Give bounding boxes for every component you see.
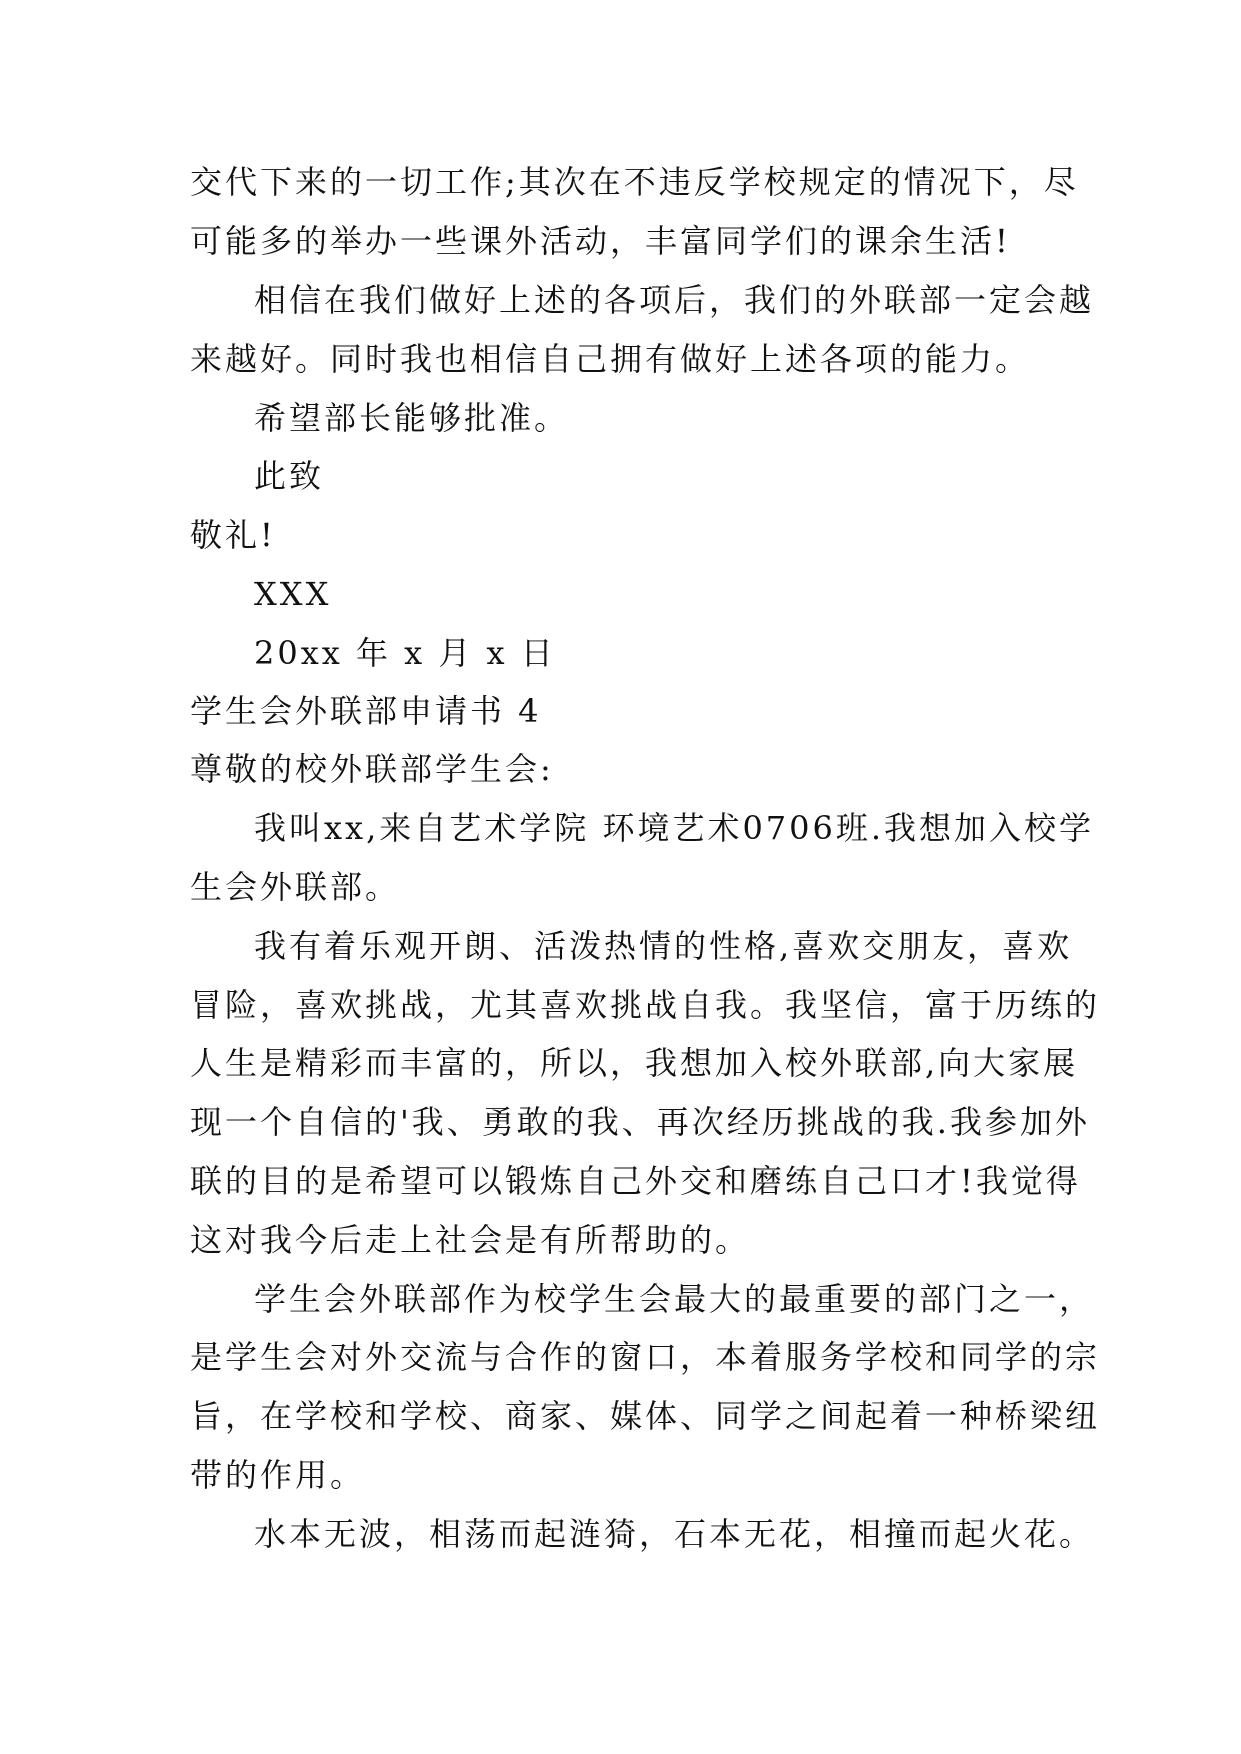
signature-name: XXX: [254, 575, 332, 613]
paragraph-line: 可能多的举办一些课外活动，丰富同学们的课余生活!: [190, 222, 1011, 260]
paragraph-line: 冒险，喜欢挑战，尤其喜欢挑战自我。我坚信，富于历练的: [190, 986, 1101, 1024]
greeting: 尊敬的校外联部学生会:: [190, 750, 554, 788]
closing-salutation: 此致: [254, 457, 325, 495]
paragraph-line: 学生会外联部作为校学生会最大的最重要的部门之一，: [254, 1280, 1095, 1318]
paragraph-line: 带的作用。: [190, 1456, 366, 1494]
paragraph-line: 联的目的是希望可以锻炼自己外交和磨练自己口才!我觉得: [190, 1162, 1081, 1200]
paragraph-line: 我叫xx,来自艺术学院 环境艺术0706班.我想加入校学: [254, 809, 1095, 847]
closing-regards: 敬礼!: [190, 516, 276, 554]
signature-date: 20xx 年 x 月 x 日: [254, 634, 556, 672]
paragraph-line: 交代下来的一切工作;其次在不违反学校规定的情况下，尽: [190, 163, 1079, 201]
paragraph-line: 这对我今后走上社会是有所帮助的。: [190, 1221, 751, 1259]
paragraph-line: 生会外联部。: [190, 868, 401, 906]
paragraph-line: 我有着乐观开朗、活泼热情的性格,喜欢交朋友，喜欢: [254, 927, 1073, 965]
paragraph-line: 人生是精彩而丰富的，所以，我想加入校外联部,向大家展: [190, 1044, 1079, 1082]
paragraph-line: 希望部长能够批准。: [254, 399, 570, 437]
paragraph-line: 来越好。同时我也相信自己拥有做好上述各项的能力。: [190, 340, 1031, 378]
paragraph-line: 现一个自信的'我、勇敢的我、再次经历挑战的我.我参加外: [190, 1103, 1090, 1141]
paragraph-line: 相信在我们做好上述的各项后，我们的外联部一定会越: [254, 281, 1095, 319]
paragraph-line: 旨，在学校和学校、商家、媒体、同学之间起着一种桥梁纽: [190, 1397, 1101, 1435]
section-title: 学生会外联部申请书 4: [190, 692, 542, 730]
paragraph-line: 是学生会对外交流与合作的窗口，本着服务学校和同学的宗: [190, 1338, 1101, 1376]
paragraph-line: 水本无波，相荡而起涟猗，石本无花，相撞而起火花。: [254, 1515, 1095, 1553]
